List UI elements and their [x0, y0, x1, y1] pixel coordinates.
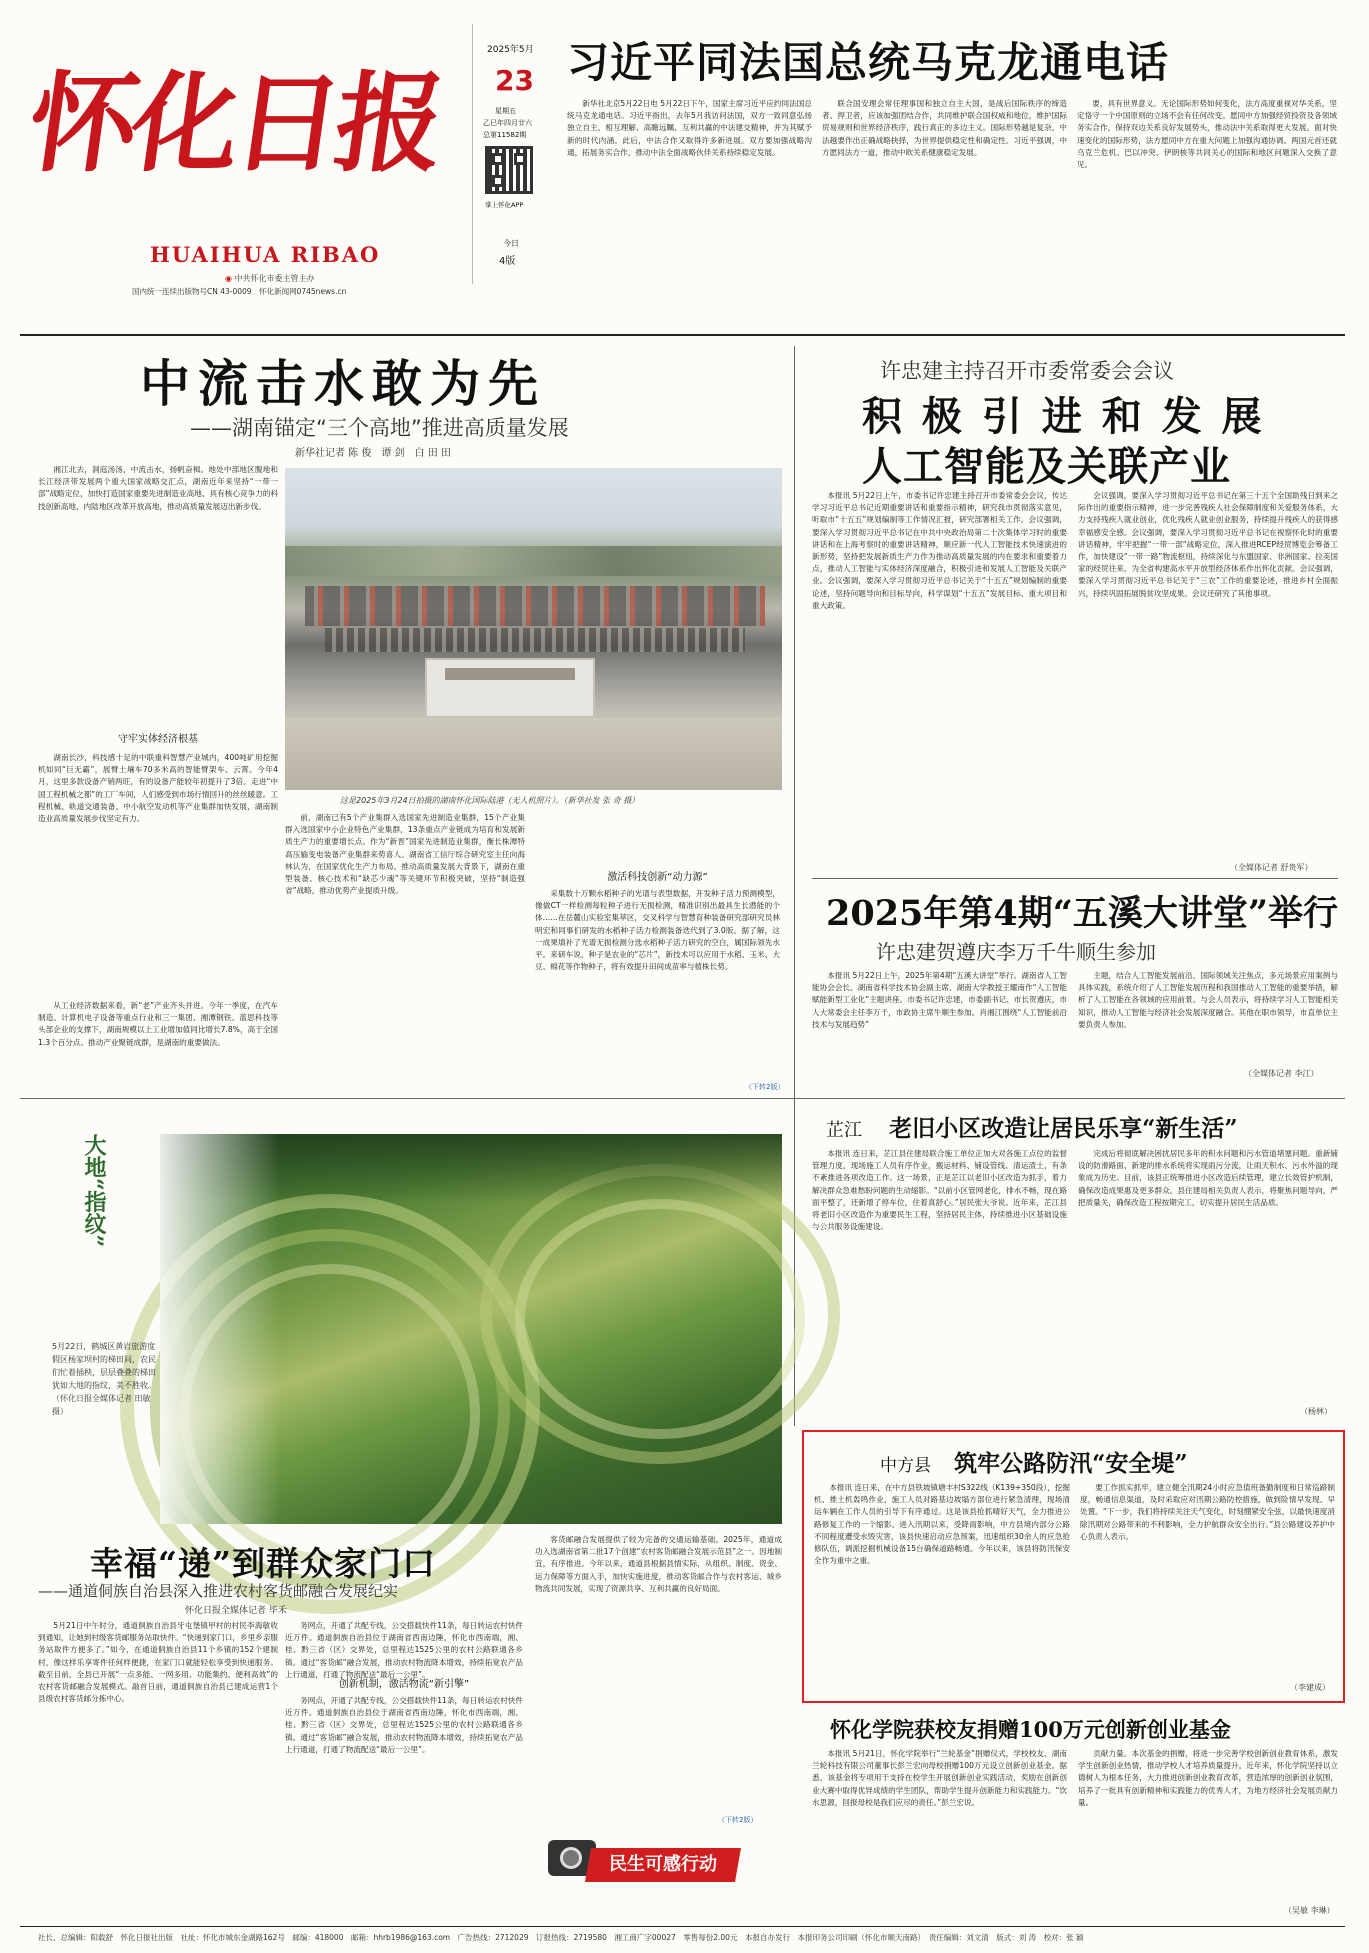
- yangtze-right-col: 采集数十万颗水稻种子的光谱与表型数据，开发种子活力预测模型，像做CT一样检测每粒种子进行无损检测，精准识别出最具生长潜能的个体……在岳麓山实验室集萃区，交叉科学与智慧育种装备研究部研究员林明宏和同事们研发的水稻种子活力检测装备迭代到了3.0版。据了解，这一成果填补了光谱无损检测分选水稻种子活力研究的空白，属国际领先水平。来研车说，种子是农业的“芯片”，新技术可以应用于水稻、玉米、大豆、棉花等作物种子，将有效提升田间成苗率与植株长势。: [535, 889, 780, 972]
- page-count: 4版: [499, 256, 516, 267]
- ai-col-2: 会议强调，要深入学习贯彻习近平总书记在第三十五个全国助残日到来之际作出的重要指示精神，进一步完善残疾人社会保障制度和关爱服务体系，大力支持残疾人就业创业，优化残疾人就业创业服务，持续提升残疾人的获得感幸福感安全感。会议强调，要深入学习贯彻习近平总书记在视察怀化时的重要讲话精神，牢牢把握“一带一部”战略定位，深入推进RCEP经贸博览会筹备工作，加快建设“一带一路”物流枢纽，持续深化与东盟国家、非洲国家、拉美国家的经贸往来，为全省构建高水平开放型经济体系作出怀化贡献。会议强调，要深入学习贯彻习近平总书记关于“三农”工作的重要论述，推进乡村全面振兴，持续巩固拓展脱贫攻坚成果。会议还研究了其他事项。: [1078, 491, 1338, 598]
- yangtze-lede: 湘江北去，洞庭汤汤，中流击水，扬帆奋楫。地处中部地区腹地和长江经济带发展两个重大国家战略交汇点，湖南近年来坚持“一带一部”战略定位，加快打造国家重要先进制造业高地、具有核心竞争力的科技创新高地、内陆地区改革开放高地，推动高质量发展迈出新步伐。: [38, 465, 278, 511]
- qr-code[interactable]: [485, 146, 533, 194]
- wuxi-col-2: 主题，结合人工智能发展前沿、国际领域关注焦点，多元场景应用案例与具体实践，系统介绍了人工智能发展历程和我国推动人工智能的重要举措，解析了人工智能在各领域的应用前景。与会人员表示，将持续学习人工智能相关知识，推动人工智能与经济社会发展深度融合。其他在职市领导，市直单位主要负责人参加。: [1078, 971, 1338, 1029]
- minsheng-stamp: [548, 1830, 766, 1904]
- delivery-col-2: 务网点，开通了共配专线，公交搭载快件11条，每日转运农村快件近万件。通道侗族自治县位于湖南省西南边陲，怀化市西南端，湘、桂、黔三省（区）交界处，总里程达1525公里的农村公路联通各乡镇。通过“客货邮”融合发展，推动农村物流降本增效，持续拓宽农产品上行通道，打通了物流配送“最后一公里”。: [285, 1621, 523, 1679]
- ai-col-1: 本报讯 5月22日上午，市委书记许忠建主持召开市委常委会会议，传达学习习近平总书记近期重要讲话和重要指示精神，研究我市贯彻落实意见，听取市“十五五”规划编制等工作情况汇报，研究部署相关工作。会议强调，要深入学习贯彻习近平总书记在中共中央政治局第二十次集体学习时的重要讲话和在上海考察时的重要讲话精神，顺应新一代人工智能技术快速演进的新形势，坚持把发展新质生产力作为推动高质量发展的内在要求和重要着力点，推动人工智能与实体经济深度融合，积极引进和发展人工智能及关联产业。会议强调，要深入学习贯彻习近平总书记关于“十五五”规划编制的重要论述，坚持问题导向和目标导向，科学谋划“十五五”发展目标、重大项目和重大政策。: [812, 491, 1067, 610]
- footer-rule: [20, 1926, 1345, 1927]
- lead-col-1: 新华社北京5月22日电 5月22日下午，国家主席习近平应约同法国总统马克龙通电话。习近平指出，去年5月我访问法国，双方一致同意弘扬独立自主、相互理解、高瞻远瞩、互利共赢的中法建交精神，并为其赋予新的时代内涵。此后，中法合作又取得许多新进展。双方要加强战略沟通，拓展务实合作，推动中法全面战略伙伴关系持续稳定发展。: [567, 99, 812, 157]
- stamp-label: 民生可感行动: [585, 1848, 741, 1882]
- zhongfang-col-2: 要工作抓实抓牢，建立健全汛期24小时应急值班备勤制度和日常巡路制度，畅通信息渠道，及时采取应对汛期公路防控措施，做到险情早发现、早处置。“下一步，我们将持续关注天气变化，时刻绷紧安全弦，以最快速度消除汛期对公路带来的不利影响，全力护航群众安全出行。”县公路建设养护中心负责人表示。: [1080, 1483, 1335, 1541]
- party-emblem-icon: ◉: [225, 274, 232, 283]
- delivery-subhead: ——通道侗族自治县深入推进农村客货邮融合发展纪实: [38, 1582, 399, 1600]
- college-col-1: 本报讯 5月21日，怀化学院举行“兰轮基金”捐赠仪式，学校校友、湖南兰轮科技有限公司董事长彭兰宏向母校捐赠100万元设立创新创业基金。据悉，该基金将专项用于支持在校学生开展创新创业实践活动，奖励在创新创业大赛中取得优异成绩的学生团队，帮助学生提升创新能力和实践能力。“饮水思源，回报母校是我们应尽的责任。”彭兰宏说。: [812, 1749, 1067, 1807]
- port-photo[interactable]: [285, 468, 782, 790]
- delivery-headline[interactable]: 幸福“递”到群众家门口: [90, 1544, 436, 1583]
- ai-headline-line-1[interactable]: 积 极 引 进 和 发 展: [862, 393, 1265, 440]
- zhongfang-headline-row[interactable]: [880, 1445, 1188, 1478]
- zhongfang-col-1: 本报讯 连日来，在中方县铁坡镇塘丰村S322线（K139+350段），挖掘机、推土机轰鸣作业，施工人员对路基边坡塌方部位进行紧急清理，现场清运车辆在工作人员的引导下有序通过。这是该县抢抓晴好天气，全力推进公路修复工作的一个缩影。进入汛期以来，受降雨影响，中方县境内部分公路不同程度遭受水毁灾害，该县快速启动应急预案，迅速组织30余人的应急抢修队伍，调派挖掘机械设备15台确保道路畅通。今年以来，该县将防汛保安全作为重中之重。: [814, 1483, 1070, 1566]
- lead-col-3: 要，具有世界意义。无论国际形势如何变化，法方高度重视对华关系，坚定恪守一个中国原则的立场不会有任何改变。愿同中方加强经贸投资及各领域务实合作，保持双边关系良好发展势头，推动法中关系取得更大发展。面对快速变化的国际形势，法方愿同中方在重大问题上加强沟通协调。两国元首还就乌克兰危机、巴以冲突、伊朗核等共同关心的国际和地区问题深入交换了意见。: [1077, 99, 1337, 170]
- yangtze-body-1: 湖南长沙，科技感十足的中联重科智慧产业城内，400吨矿用挖掘机如同“巨无霸”，展臂土壤车70多米高的智能臂架车、云霄。今年4月，这里多款设备产销两旺，有的设备产能较年初提升了3倍。走进“中国工程机械之都”的工厂车间，人们感受到市场行情回升的丝丝暖意。工程机械、轨道交通装备、中小航空发动机等产业集群加快发展，湖南制造业高质量发展步伐坚定有力。: [38, 753, 278, 824]
- wuxi-byline: （全媒体记者 李江）: [1244, 1069, 1319, 1078]
- today-label: 今日: [503, 239, 519, 248]
- wuxi-headline[interactable]: 2025年第4期“五溪大讲堂”举行: [826, 893, 1339, 934]
- ai-kicker: 许忠建主持召开市委常委会会议: [880, 359, 1174, 383]
- terraces-photo[interactable]: [160, 1134, 782, 1524]
- masthead: [20, 24, 555, 329]
- college-col-2: 贡献力量。本次基金的捐赠，将进一步完善学校创新创业教育体系，激发学生创新创业热情，推动学校人才培养质量提升。近年来，怀化学院坚持以立德树人为根本任务，大力推进创新创业教育改革，营造浓厚的创新创业氛围，培养了一批具有创新精神和实践能力的优秀人才，为地方经济社会发展贡献力量。: [1078, 1749, 1338, 1807]
- yangtze-section-1: 守牢实体经济根基: [118, 734, 198, 745]
- zhijiang-headline: 老旧小区改造让居民乐享“新生活”: [889, 1115, 1238, 1142]
- yangtze-section-2: 激活科技创新“动力源”: [607, 872, 708, 883]
- zhongfang-headline: 筑牢公路防汛“安全堤”: [954, 1450, 1188, 1477]
- delivery-col-3: 客货邮融合发展提供了较为完备的交通运输基础。2025年，通道成功入选湖南省第二批17个创建“农村客货邮融合发展示范县”之一。因地制宜，有序推进。今年以来，通道县根据县情实际，从组织、制度、资金、运力保障等方面入手，加快实施进度，推动客货邮合作与农村客运、城乡物流共同发展，实现了资源共享、互利共赢的良好局面。: [535, 1535, 782, 1593]
- date-year-month: 2025年5月: [487, 45, 534, 55]
- date-weekday: 星期五: [495, 107, 516, 115]
- date-box: [472, 24, 552, 284]
- delivery-col-2b: 务网点，开通了共配专线，公交搭载快件11条，每日转运农村快件近万件。通道侗族自治县位于湖南省西南边陲，怀化市西南端，湘、桂、黔三省（区）交界处，总里程达1525公里的农村公路联通各乡镇。通过“客货邮”融合发展，推动农村物流降本增效，持续拓宽农产品上行通道，打通了物流配送“最后一公里”。: [285, 1696, 523, 1754]
- footer-info: 社长、总编辑：阳载舒 怀化日报社出版 社址：怀化市城东金湖路162号 邮编：418000 邮箱：hhrb1986@163.com 广告热线：2712029 订报热线：2719580 湘工商广字00027 零售每份2.00元 本报自办发行 本报印务公司印刷（怀化市顺天南路） 责任编辑：刘文清 版式：刘 涛 校对：张 颖: [38, 1933, 1084, 1942]
- qr-caption: 掌上怀化APP: [485, 201, 524, 209]
- yangtze-headline[interactable]: 中流击水敢为先: [140, 354, 546, 413]
- masthead-divider: [20, 334, 1345, 336]
- port-photo-caption: 这是2025年3月24日拍摄的湖南怀化国际陆港（无人机照片）。（新华社发 张 奇 摄）: [340, 796, 640, 805]
- lead-headline[interactable]: 习近平同法国总统马克龙通电话: [567, 38, 1170, 87]
- issue-number: 总第11582期: [483, 131, 527, 139]
- college-headline[interactable]: 怀化学院获校友捐赠100万元创新创业基金: [830, 1717, 1231, 1742]
- wuxi-col-1: 本报讯 5月22日上午，2025年第4期“五溪大讲堂”举行。湖南省人工智能协会会长、湖南省科学技术协会副主席、湖南大学教授王耀南作“人工智能赋能新型工业化”主题讲座。市委书记许忠建，市委副书记、市长贺遵庆，市人大常委会主任李万千，市政协主席牛顺生参加。肖湘江围绕“人工智能前沿技术与发展趋势”: [812, 971, 1067, 1029]
- date-day: 23: [495, 64, 534, 97]
- lead-col-2: 联合国安理会常任理事国和独立自主大国，是战后国际秩序的缔造者、捍卫者，应该加强团结合作，共同维护联合国权威和地位，维护国际贸易规则和世界经济秩序，践行真正的多边主义。国际形势越是复杂，中法越要作出正确战略抉择，为世界提供稳定性和确定性。习近平强调，中方愿同法方一道，推动中欧关系健康稳定发展。: [822, 99, 1067, 157]
- zhongfang-byline: （李建成）: [1290, 1683, 1330, 1692]
- yangtze-byline: 新华社记者 陈 俊 谭 剑 白 田 田: [295, 448, 451, 459]
- yangtze-mid-col: 前，湖南已有5个产业集群入选国家先进制造业集群，15个产业集群入选国家中小企业特色产业集群，13条重点产业链成为培育和发展新质生产力的重要增长点。作为“新晋”国家先进制造业集群，衡长株潭特高压输变电装备产业集群来势喜人。湖南省工信厅综合研究室主任向海林认为，在国家优化生产力布局、推动高质量发展大背景下，湖南在重型装备、核心技术和“缺芯少魂”等关键环节积极突破，坚持“制造强省”战略，推动优势产业提质升级。: [285, 813, 525, 896]
- zhijiang-byline: （杨林）: [1300, 1407, 1332, 1416]
- terraces-vertical-title: 大地“指纹”: [81, 1134, 107, 1248]
- yangtze-jump[interactable]: （下转2版）: [745, 1083, 785, 1091]
- yangtze-body-2: 从工业经济数据来看，新“老”产业齐头并进。今年一季度，在汽车制造、计算机电子设备等重点行业和三一集团、湘潭钢铁、蓝思科技等头部企业的支撑下，湖南规模以上工业增加值同比增长7.8%，高于全国1.3个百分点。推动产业聚链成群，是湖南的重要做法。: [38, 1001, 278, 1047]
- zhijiang-col-2: 完成后将彻底解决困扰居民多年的积水问题和污水管道堵塞问题。重新铺设的防滑路面、新建的排水系统将实现雨污分流，让雨天积水、污水外溢的现象成为历史。目前，该县正统筹推进小区改造后续管理，建立长效管护机制，确保改造成果惠及更多群众。县住建局相关负责人表示，将聚焦问题导向，严把质量关，确保改造工程按期完工，切实提升居民生活品质。: [1078, 1149, 1338, 1207]
- ai-headline-line-2[interactable]: 人工智能及关联产业: [862, 443, 1231, 490]
- zhijiang-col-1: 本报讯 连日来，芷江县住建局联合施工单位正加大对各施工点位的监督管理力度，现场施工人员有序作业，搬运材料、铺设管线、清运渣土，有条不紊推进各项改造工作。这一场景，正是芷江以老旧小区改造为抓手，着力解决群众急难愁盼问题的生动缩影。“以前小区管网老化，排水不畅，现在路面平整了，还新增了停车位，住着真舒心。”居民张大爷说。近年来，芷江县将老旧小区改造作为重要民生工程，坚持居民主体，持续推进小区基础设施与公共服务设施建设。: [812, 1149, 1067, 1232]
- date-lunar: 乙巳年四月廿六: [483, 119, 532, 127]
- divider-ai: [812, 878, 1338, 879]
- divider-top-bottom: [20, 1098, 1345, 1099]
- delivery-jump[interactable]: （下转2版）: [718, 1816, 758, 1824]
- masthead-pinyin: HUAIHUA RIBAO: [150, 242, 381, 267]
- delivery-col-1: 5月21日中午时分，通道侗族自治县牙屯堡镇甲村的村民李海敏收到通知，让她到村级客货邮服务站取快件。“快递到家门口，乡里乡亲服务站取件方便多了。”如今，在通道侗族自治县11个乡镇的152个建制村，像这样乐享寄件任何样便捷，在家门口就能轻松享受到快递服务。截至目前，全县已开展“一点多能、一网多用、功能集约、便利高效”的农村客货邮融合发展模式。敲首日前，通道侗族自治县已建成运营1个县级农村客货邮分拣中心。: [38, 1621, 278, 1704]
- zhijiang-headline-row[interactable]: [826, 1110, 1238, 1143]
- ai-byline: （全媒体记者 舒贵军）: [1230, 863, 1313, 872]
- yangtze-subhead: ——湖南锚定“三个高地”推进高质量发展: [190, 416, 569, 440]
- zhijiang-place: 芷江: [826, 1120, 862, 1141]
- delivery-byline: 怀化日报全媒体记者 毕禾: [185, 1606, 287, 1616]
- masthead-registry: 国内统一连续出版物号CN 43-0009 怀化新闻网0745news.cn: [132, 287, 347, 296]
- terraces-caption: 5月22日，鹤城区黄岩旅游度假区杨家坝村的梯田间，农民们忙着插秧，层层叠叠的梯田犹如大地的指纹，美不胜收。（怀化日报全媒体记者 田敏 摄）: [52, 1342, 156, 1416]
- wuxi-subhead: 许忠建贺遵庆李万千牛顺生参加: [876, 940, 1156, 964]
- college-byline: （吴敏 李琳）: [1284, 1906, 1335, 1915]
- masthead-logo: 怀化日报: [21, 61, 447, 187]
- zhongfang-place: 中方县: [880, 1456, 931, 1476]
- masthead-sponsor: ◉ 中共怀化市委主管主办: [225, 274, 315, 283]
- delivery-section: 创新机制，激活物流“新引擎”: [338, 1679, 470, 1690]
